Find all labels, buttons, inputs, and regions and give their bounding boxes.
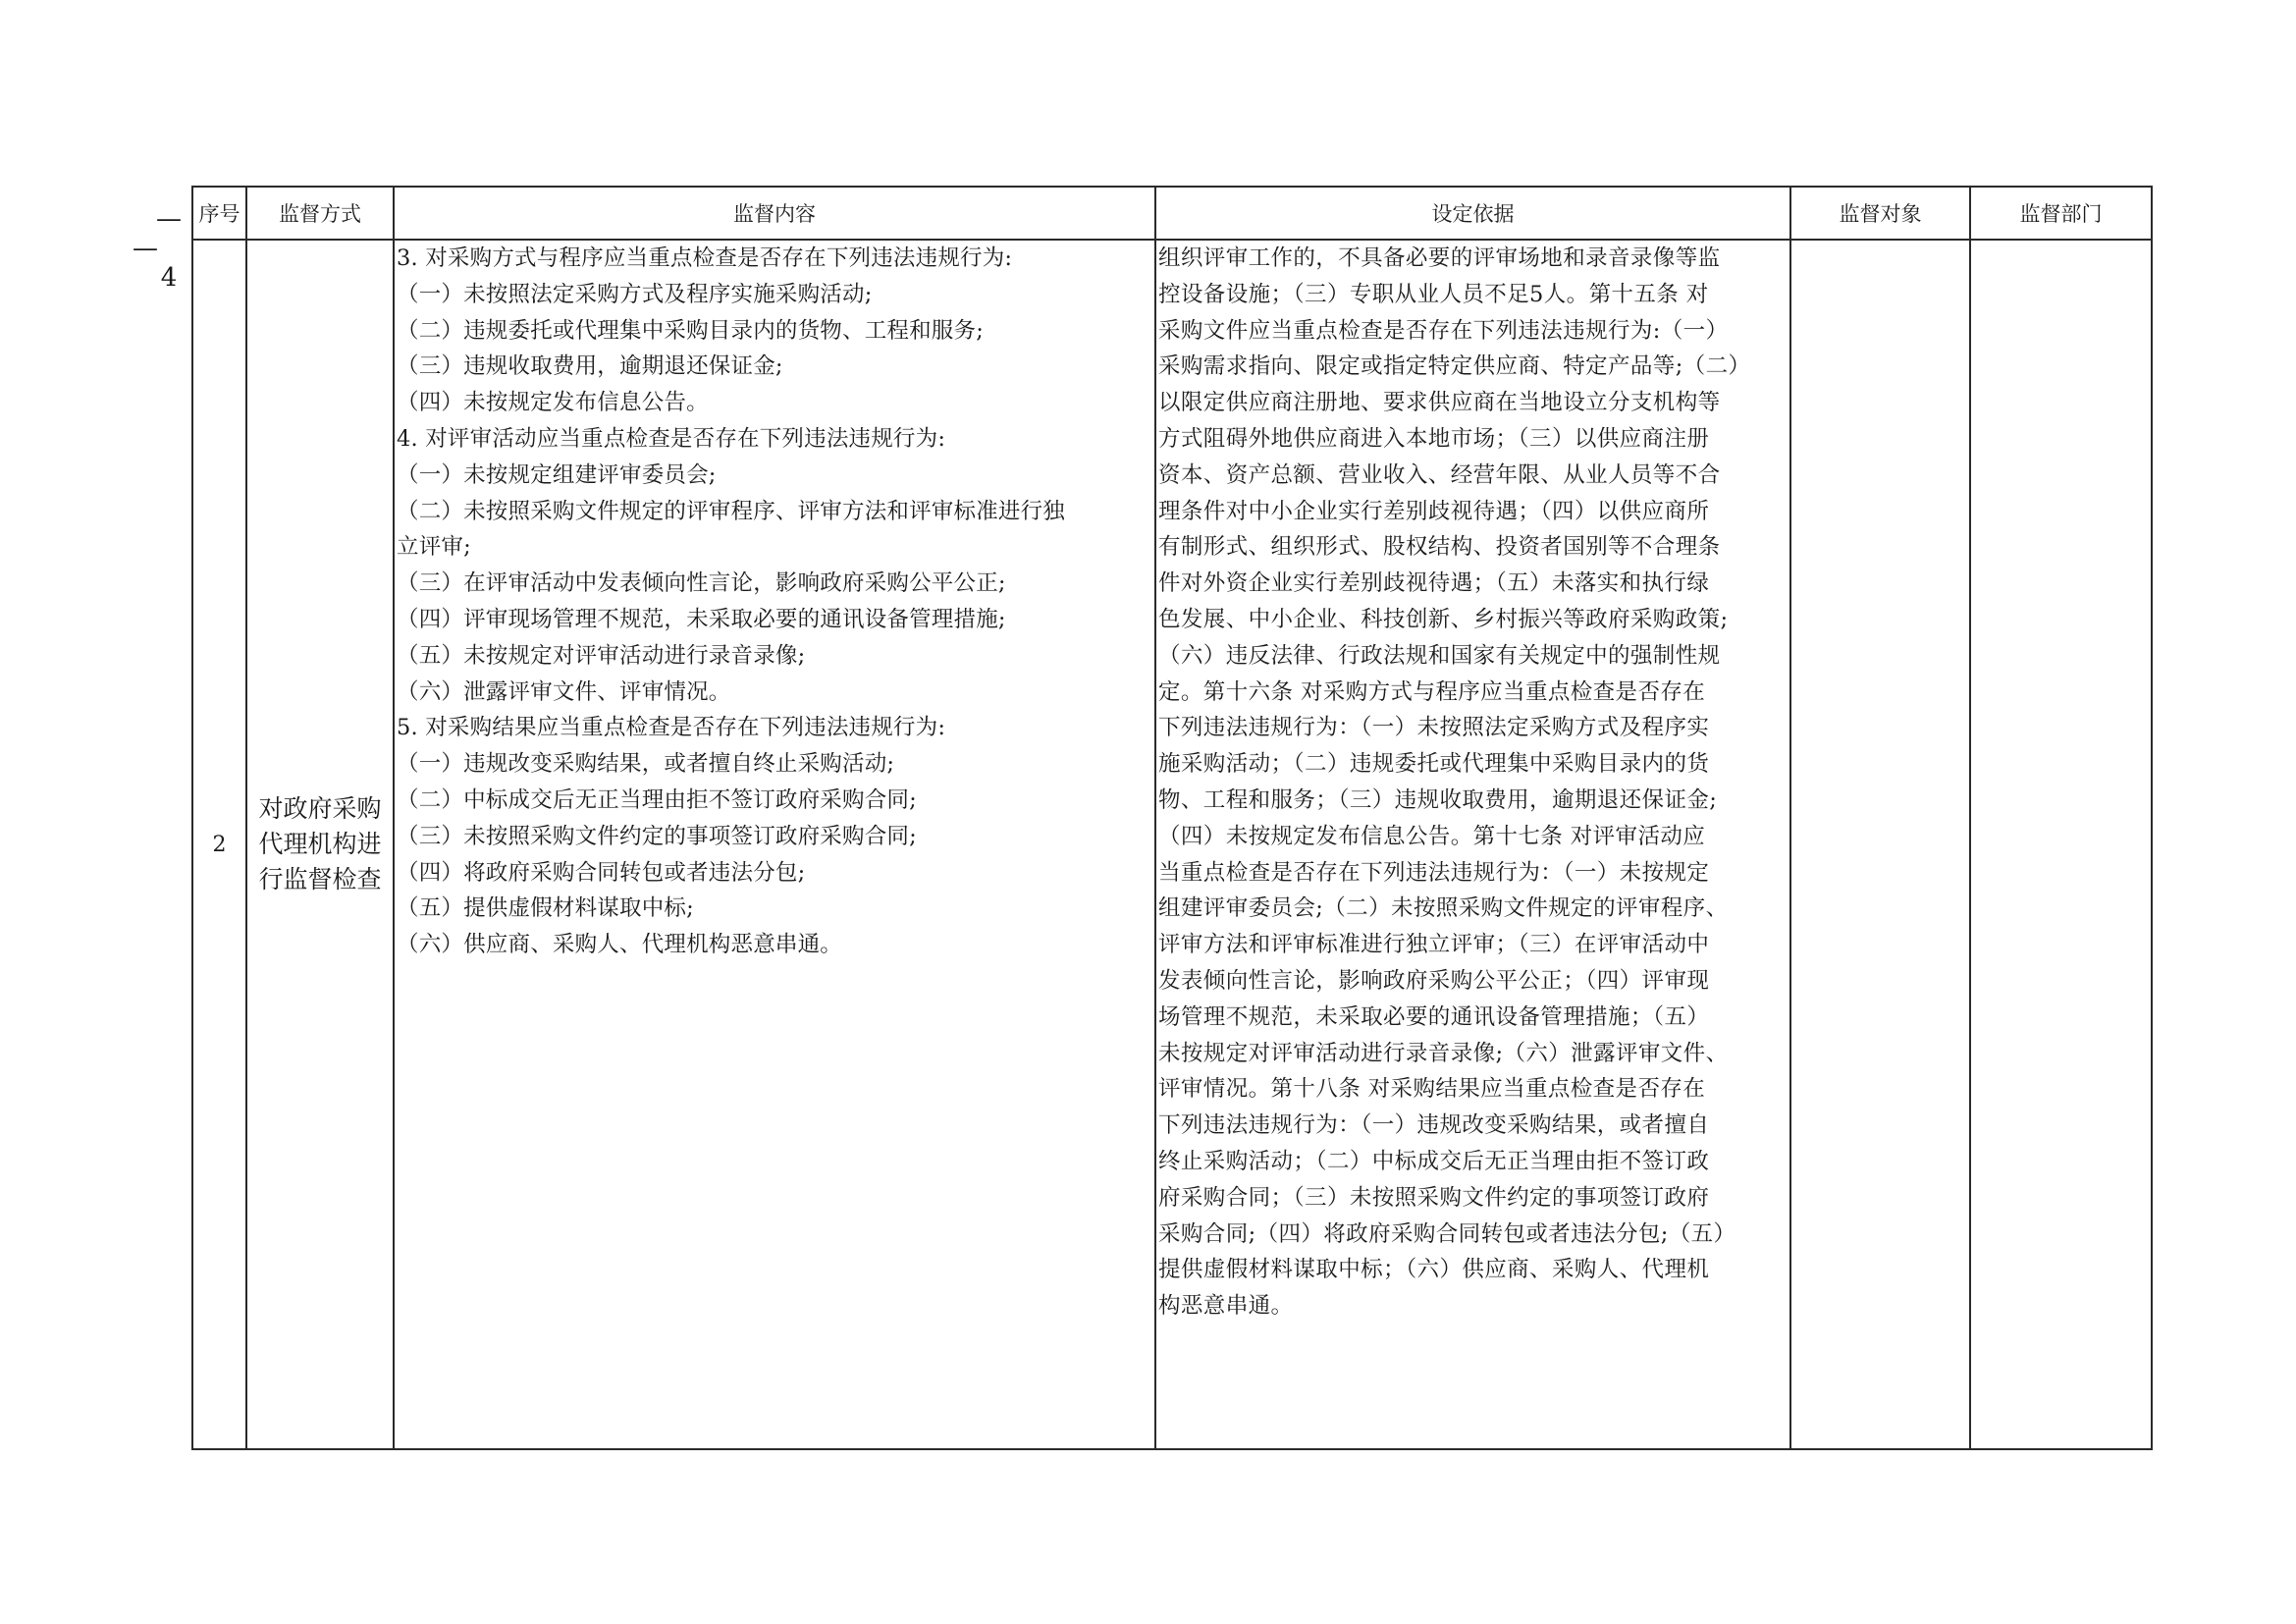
basis-line: 采购合同;（四）将政府采购合同转包或者违法分包;（五） [1158,1220,1736,1247]
content-line: （四）将政府采购合同转包或者违法分包; [397,859,806,886]
content-line: （二）中标成交后无正当理由拒不签订政府采购合同; [397,786,917,813]
content-line: （五）提供虚假材料谋取中标; [397,895,694,922]
cell-method: 对政府采购代理机构进行监督检查 [246,240,394,1449]
content-line: （四）评审现场管理不规范，未采取必要的通讯设备管理措施; [397,606,1006,632]
basis-line: 组织评审工作的，不具备必要的评审场地和录音录像等监 [1158,245,1721,271]
page-number: — 4 — [131,204,184,293]
content-line: （一）未按照法定采购方式及程序实施采购活动; [397,281,873,307]
basis-line: 发表倾向性言论，影响政府采购公平公正；（四）评审现 [1158,967,1710,994]
content-line: 3. 对采购方式与程序应当重点检查是否存在下列违法违规行为: [397,245,1013,271]
basis-line: 采购需求指向、限定或指定特定供应商、特定产品等;（二） [1158,353,1751,380]
basis-line: 施采购活动；（二）违规委托或代理集中采购目录内的货 [1158,751,1710,778]
header-basis: 设定依据 [1155,187,1790,240]
content-line: 立评审; [397,534,471,561]
basis-line: 当重点检查是否存在下列违法违规行为：（一）未按规定 [1158,859,1710,886]
supervision-table [191,186,2153,1450]
content-line: （一）未按规定组建评审委员会; [397,461,717,488]
table-body [192,240,2152,1449]
header-method: 监督方式 [246,187,394,240]
basis-line: 未按规定对评审活动进行录音录像;（六）泄露评审文件、 [1158,1040,1729,1066]
basis-line: 件对外资企业实行差别歧视待遇；（五）未落实和执行绿 [1158,570,1710,597]
content-line: 5. 对采购结果应当重点检查是否存在下列违法违规行为: [397,715,946,741]
content-line: （二）违规委托或代理集中采购目录内的货物、工程和服务; [397,317,984,344]
basis-line: 控设备设施；（三）专职从业人员不足5人。第十五条 对 [1158,281,1709,307]
basis-line: （六）违反法律、行政法规和国家有关规定中的强制性规 [1158,642,1721,669]
basis-line: 理条件对中小企业实行差别歧视待遇；（四）以供应商所 [1158,498,1710,524]
basis-line: 下列违法违规行为：（一）未按照法定采购方式及程序实 [1158,715,1710,741]
cell-department [1970,240,2152,1449]
cell-content [394,240,1155,1449]
basis-line: 组建评审委员会;（二）未按照采购文件规定的评审程序、 [1158,895,1729,922]
header-content: 监督内容 [394,187,1155,240]
header-department: 监督部门 [1970,187,2152,240]
basis-line: 下列违法违规行为：（一）违规改变采购结果，或者擅自 [1158,1112,1710,1139]
basis-line: （四）未按规定发布信息公告。第十七条 对评审活动应 [1158,823,1706,849]
basis-line: 提供虚假材料谋取中标；（六）供应商、采购人、代理机 [1158,1257,1710,1283]
basis-line: 采购文件应当重点检查是否存在下列违法违规行为:（一） [1158,317,1729,344]
basis-line: 评审方法和评审标准进行独立评审；（三）在评审活动中 [1158,932,1710,958]
basis-line: 场管理不规范，未采取必要的通讯设备管理措施；（五） [1158,1003,1710,1030]
basis-line: 终止采购活动；（二）中标成交后无正当理由拒不签订政 [1158,1148,1710,1174]
page-number-value: 4 [154,263,184,293]
basis-line: 府采购合同；（三）未按照采购文件约定的事项签订政府 [1158,1184,1710,1211]
content-line: （二）未按照采购文件规定的评审程序、评审方法和评审标准进行独 [397,498,1066,524]
cell-object [1790,240,1970,1449]
content-line: （三）未按照采购文件约定的事项签订政府采购合同; [397,823,917,849]
content-line: （三）违规收取费用，逾期退还保证金; [397,353,783,380]
basis-line: 评审情况。第十八条 对采购结果应当重点检查是否存在 [1158,1076,1706,1103]
basis-line: 色发展、中小企业、科技创新、乡村振兴等政府采购政策; [1158,606,1729,632]
header-object: 监督对象 [1790,187,1970,240]
content-line: （五）未按规定对评审活动进行录音录像; [397,642,806,669]
header-seq: 序号 [192,187,246,240]
basis-line: 物、工程和服务；（三）违规收取费用，逾期退还保证金; [1158,786,1718,813]
basis-line: 以限定供应商注册地、要求供应商在当地设立分支机构等 [1158,390,1721,416]
basis-line: 有制形式、组织形式、股权结构、投资者国别等不合理条 [1158,534,1721,561]
content-line: （三）在评审活动中发表倾向性言论，影响政府采购公平公正; [397,570,1006,597]
content-line: （六）泄露评审文件、评审情况。 [397,678,731,705]
table-row [192,240,2152,1449]
content-line: （一）违规改变采购结果，或者擅自终止采购活动; [397,751,895,778]
header-row [192,187,2152,240]
table-header [192,187,2152,240]
basis-line: 构恶意串通。 [1158,1293,1294,1320]
content-line: （四）未按规定发布信息公告。 [397,390,709,416]
basis-line: 资本、资产总额、营业收入、经营年限、从业人员等不合 [1158,461,1721,488]
cell-basis [1155,240,1790,1449]
basis-line: 方式阻碍外地供应商进入本地市场；（三）以供应商注册 [1158,425,1710,452]
content-line: 4. 对评审活动应当重点检查是否存在下列违法违规行为: [397,425,946,452]
content-line: （六）供应商、采购人、代理机构恶意串通。 [397,932,843,958]
basis-line: 定。第十六条 对采购方式与程序应当重点检查是否存在 [1158,678,1706,705]
cell-seq: 2 [192,240,246,1449]
